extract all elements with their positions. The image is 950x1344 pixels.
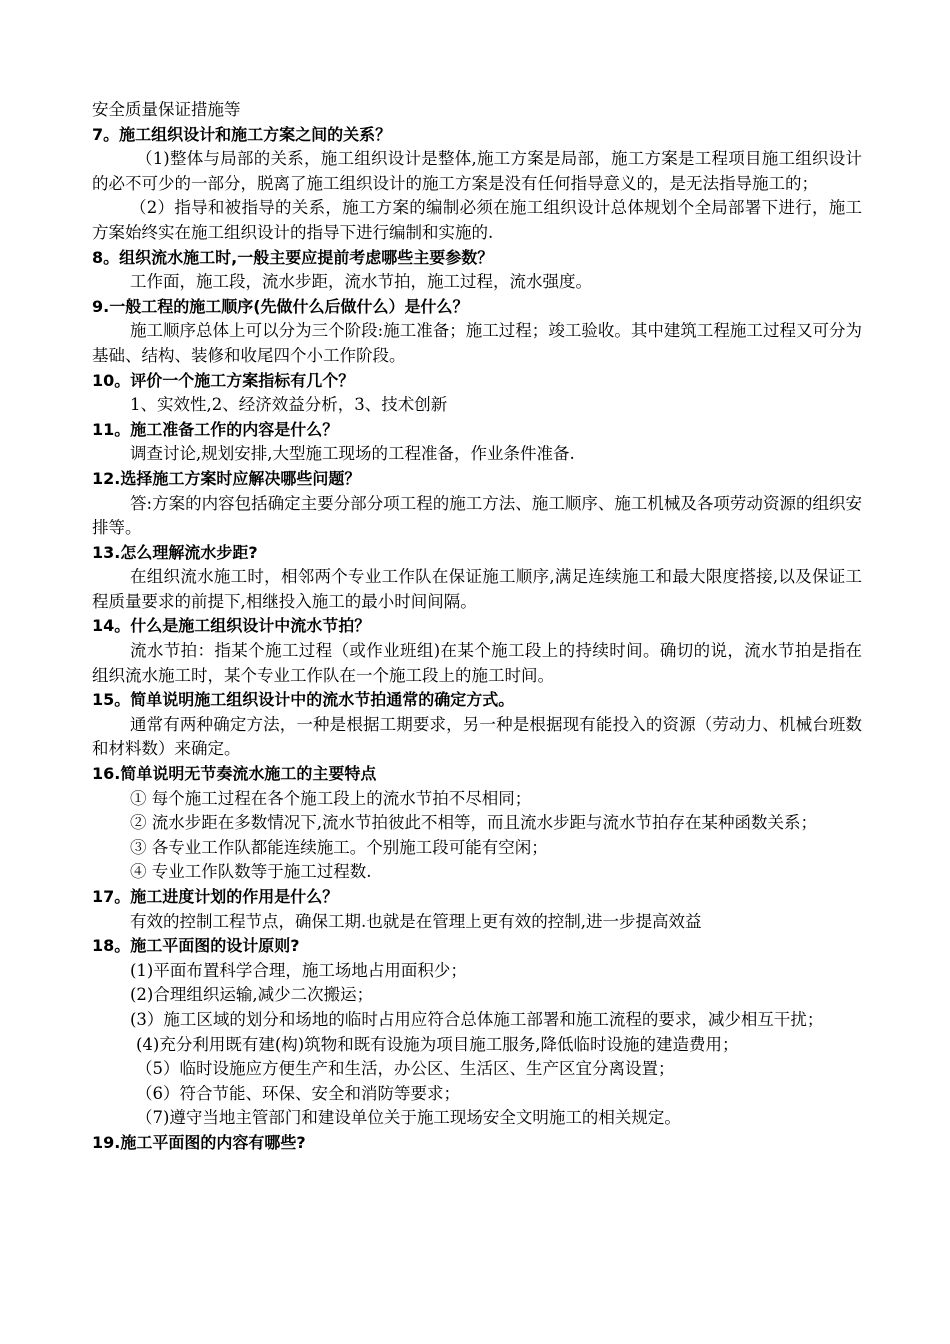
answer-7-paragraph-2: （2）指导和被指导的关系，施工方案的编制必须在施工组织设计总体规划个全局部署下进行，施工方案始终实在施工组织设计的指导下进行编制和实施的. — [92, 198, 862, 242]
answer-18-item-7: （7)遵守当地主管部门和建设单位关于施工现场安全文明施工的相关规定。 — [136, 1108, 681, 1128]
answer-11: 调查讨论,规划安排,大型施工现场的工程准备，作业条件准备. — [130, 444, 575, 464]
question-13-heading: 13.怎么理解流水步距? — [92, 542, 258, 562]
question-14-heading: 14。什么是施工组织设计中流水节拍？ — [92, 616, 371, 636]
question-11-heading: 11。施工准备工作的内容是什么？ — [92, 419, 339, 439]
question-17-heading: 17。施工进度计划的作用是什么？ — [92, 887, 339, 906]
answer-18-item-3: (3）施工区域的划分和场地的临时占用应符合总体施工部署和施工流程的要求，减少相互干扰； — [130, 1009, 824, 1029]
answer-17: 有效的控制工程节点，确保工期.也就是在管理上更有效的控制,进一步提高效益 — [130, 911, 702, 931]
answer-16-item-4: ④ 专业工作队数等于施工过程数. — [130, 862, 372, 882]
answer-16-item-1: ① 每个施工过程在各个施工段上的流水节拍不尽相同； — [130, 788, 532, 808]
answer-18-item-2: (2)合理组织运输,减少二次搬运； — [130, 985, 374, 1005]
question-19-heading: 19.施工平面图的内容有哪些? — [92, 1132, 306, 1152]
question-16-heading: 16.简单说明无节奏流水施工的主要特点 — [92, 764, 377, 784]
question-10-heading: 10。评价一个施工方案指标有几个？ — [92, 370, 355, 390]
question-9-heading: 9.一般工程的施工顺序(先做什么后做什么）是什么？ — [92, 296, 469, 316]
answer-7-paragraph-1: （1)整体与局部的关系，施工组织设计是整体,施工方案是局部，施工方案是工程项目施工组织设计的必不可少的一部分，脱离了施工组织设计的施工方案是没有任何指导意义的，是无法指导施工的； — [92, 149, 862, 193]
text-line: 安全质量保证措施等 — [92, 100, 241, 119]
question-15-heading: 15。简单说明施工组织设计中的流水节拍通常的确定方式。 — [92, 690, 515, 710]
question-12-heading: 12.选择施工方案时应解决哪些问题？ — [92, 468, 361, 488]
answer-18-item-5: （5）临时设施应方便生产和生活，办公区、生活区、生产区宜分离设置； — [136, 1059, 675, 1079]
answer-10: 1、实效性,2、经济效益分析，3、技术创新 — [130, 395, 448, 415]
answer-8: 工作面，施工段，流水步距，流水节拍，施工过程，流水强度。 — [130, 272, 592, 292]
question-8-heading: 8。组织流水施工时,一般主要应提前考虑哪些主要参数？ — [92, 247, 494, 267]
answer-18-item-4: (4)充分利用既有建(构)筑物和既有设施为项目施工服务,降低临时设施的建造费用； — [136, 1034, 739, 1054]
question-18-heading: 18。施工平面图的设计原则? — [92, 936, 300, 956]
answer-12: 答:方案的内容包括确定主要分部分项工程的施工方法、施工顺序、施工机械及各项劳动资源的组织安排等。 — [92, 493, 862, 538]
answer-14: 流水节拍：指某个施工过程（或作业班组)在某个施工段上的持续时间。确切的说，流水节拍是指在组织流水施工时，某个专业工作队在一个施工段上的施工时间。 — [92, 641, 862, 685]
question-7-heading: 7。施工组织设计和施工方案之间的关系？ — [92, 124, 392, 144]
answer-16-item-3: ③ 各专业工作队都能连续施工。个别施工段可能有空闲； — [130, 837, 548, 857]
answer-15: 通常有两种确定方法，一种是根据工期要求，另一种是根据现有能投入的资源（劳动力、机械台班数和材料数）来确定。 — [92, 714, 862, 759]
answer-9: 施工顺序总体上可以分为三个阶段:施工准备；施工过程；竣工验收。其中建筑工程施工过程又可分为基础、结构、装修和收尾四个小工作阶段。 — [92, 321, 862, 365]
answer-16-item-2: ② 流水步距在多数情况下,流水节拍彼此不相等，而且流水步距与流水节拍存在某种函数关系； — [130, 813, 817, 833]
document-page — [92, 98, 862, 1156]
answer-18-item-6: （6）符合节能、环保、安全和消防等要求； — [136, 1083, 460, 1103]
answer-13: 在组织流水施工时，相邻两个专业工作队在保证施工顺序,满足连续施工和最大限度搭接,以及保证工程质量要求的前提下,相继投入施工的最小时间间隔。 — [92, 567, 862, 611]
answer-18-item-1: (1)平面布置科学合理，施工场地占用面积少； — [130, 960, 467, 980]
